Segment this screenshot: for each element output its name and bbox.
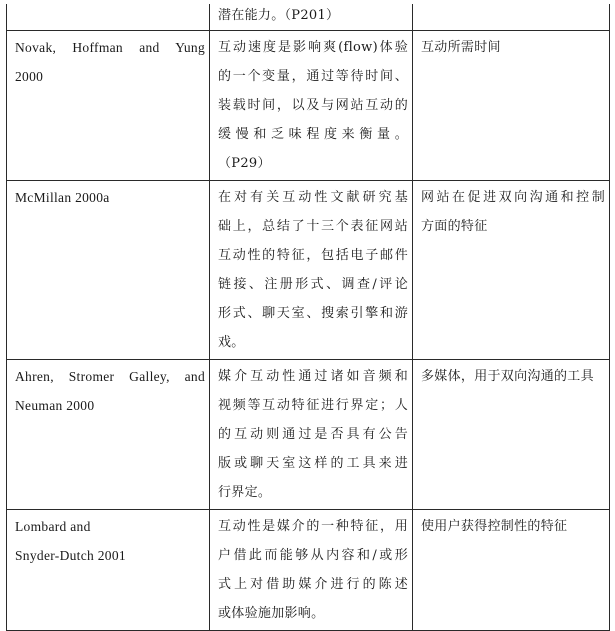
dimension-cell [413, 510, 610, 631]
table-row [7, 181, 610, 360]
definition-line: 础上，总结了十三个表征网站 [218, 219, 408, 234]
definition-line: 媒介互动性通过诸如音频和 [218, 369, 408, 384]
dimension-line: 方面的特征 [421, 219, 488, 234]
table-row [7, 360, 610, 510]
definition-line: 视频等互动特征进行界定；人 [218, 398, 408, 413]
dimension-line: 互动所需时间 [421, 40, 501, 55]
dimension-cell [413, 360, 610, 510]
definition-line: 互动速度是影响爽(flow)体验 [218, 40, 408, 55]
definition-line: 版或聊天室这样的工具来进 [218, 456, 408, 471]
table-row [7, 510, 610, 631]
definition-line: 互动性是媒介的一种特征，用 [218, 519, 408, 534]
author-line: Neuman 2000 [15, 398, 95, 413]
definition-line: 或体验施加影响。 [218, 606, 325, 621]
author-line: McMillan 2000a [15, 190, 110, 205]
interactivity-definitions-table [6, 4, 610, 631]
author-cell [7, 31, 210, 181]
definition-line: 的一个变量，通过等待时间、 [218, 69, 408, 84]
author-line: Novak, Hoffman and Yung [15, 40, 205, 55]
dimension-line: 网站在促进双向沟通和控制 [421, 190, 605, 205]
definition-cell [210, 181, 413, 360]
author-cell [7, 4, 210, 31]
author-cell [7, 360, 210, 510]
table-row [7, 4, 610, 31]
interactivity-definitions-table-container [6, 4, 609, 621]
definition-cell [210, 4, 413, 31]
dimension-cell [413, 4, 610, 31]
dimension-cell [413, 181, 610, 360]
definition-line: 潜在能力。（P201） [218, 8, 340, 23]
definition-line: 缓慢和乏味程度来衡量。 [218, 127, 408, 142]
dimension-cell [413, 31, 610, 181]
definition-line: 形式、聊天室、搜索引擎和游 [218, 306, 408, 321]
definition-line: 链接、注册形式、调查/评论 [218, 277, 408, 292]
author-line: Lombard and [15, 519, 91, 534]
author-line: 2000 [15, 69, 44, 84]
definition-cell [210, 31, 413, 181]
definition-line: （P29） [218, 156, 271, 171]
definition-line: 的互动则通过是否具有公告 [218, 427, 408, 442]
author-cell [7, 181, 210, 360]
dimension-line: 使用户获得控制性的特征 [421, 519, 568, 534]
dimension-line: 多媒体，用于双向沟通的工具 [421, 369, 594, 384]
definition-cell [210, 510, 413, 631]
definition-line: 装载时间，以及与网站互动的 [218, 98, 408, 113]
table-row [7, 31, 610, 181]
definition-cell [210, 360, 413, 510]
author-cell [7, 510, 210, 631]
definition-line: 在对有关互动性文献研究基 [218, 190, 408, 205]
definition-line: 戏。 [218, 335, 245, 350]
definition-line: 互动性的特征，包括电子邮件 [218, 248, 408, 263]
definition-line: 行界定。 [218, 485, 272, 500]
author-line: Ahren, Stromer Galley, and [15, 369, 205, 384]
author-line: Snyder-Dutch 2001 [15, 548, 126, 563]
definition-line: 户借此而能够从内容和/或形 [218, 548, 408, 563]
definition-line: 式上对借助媒介进行的陈述 [218, 577, 408, 592]
